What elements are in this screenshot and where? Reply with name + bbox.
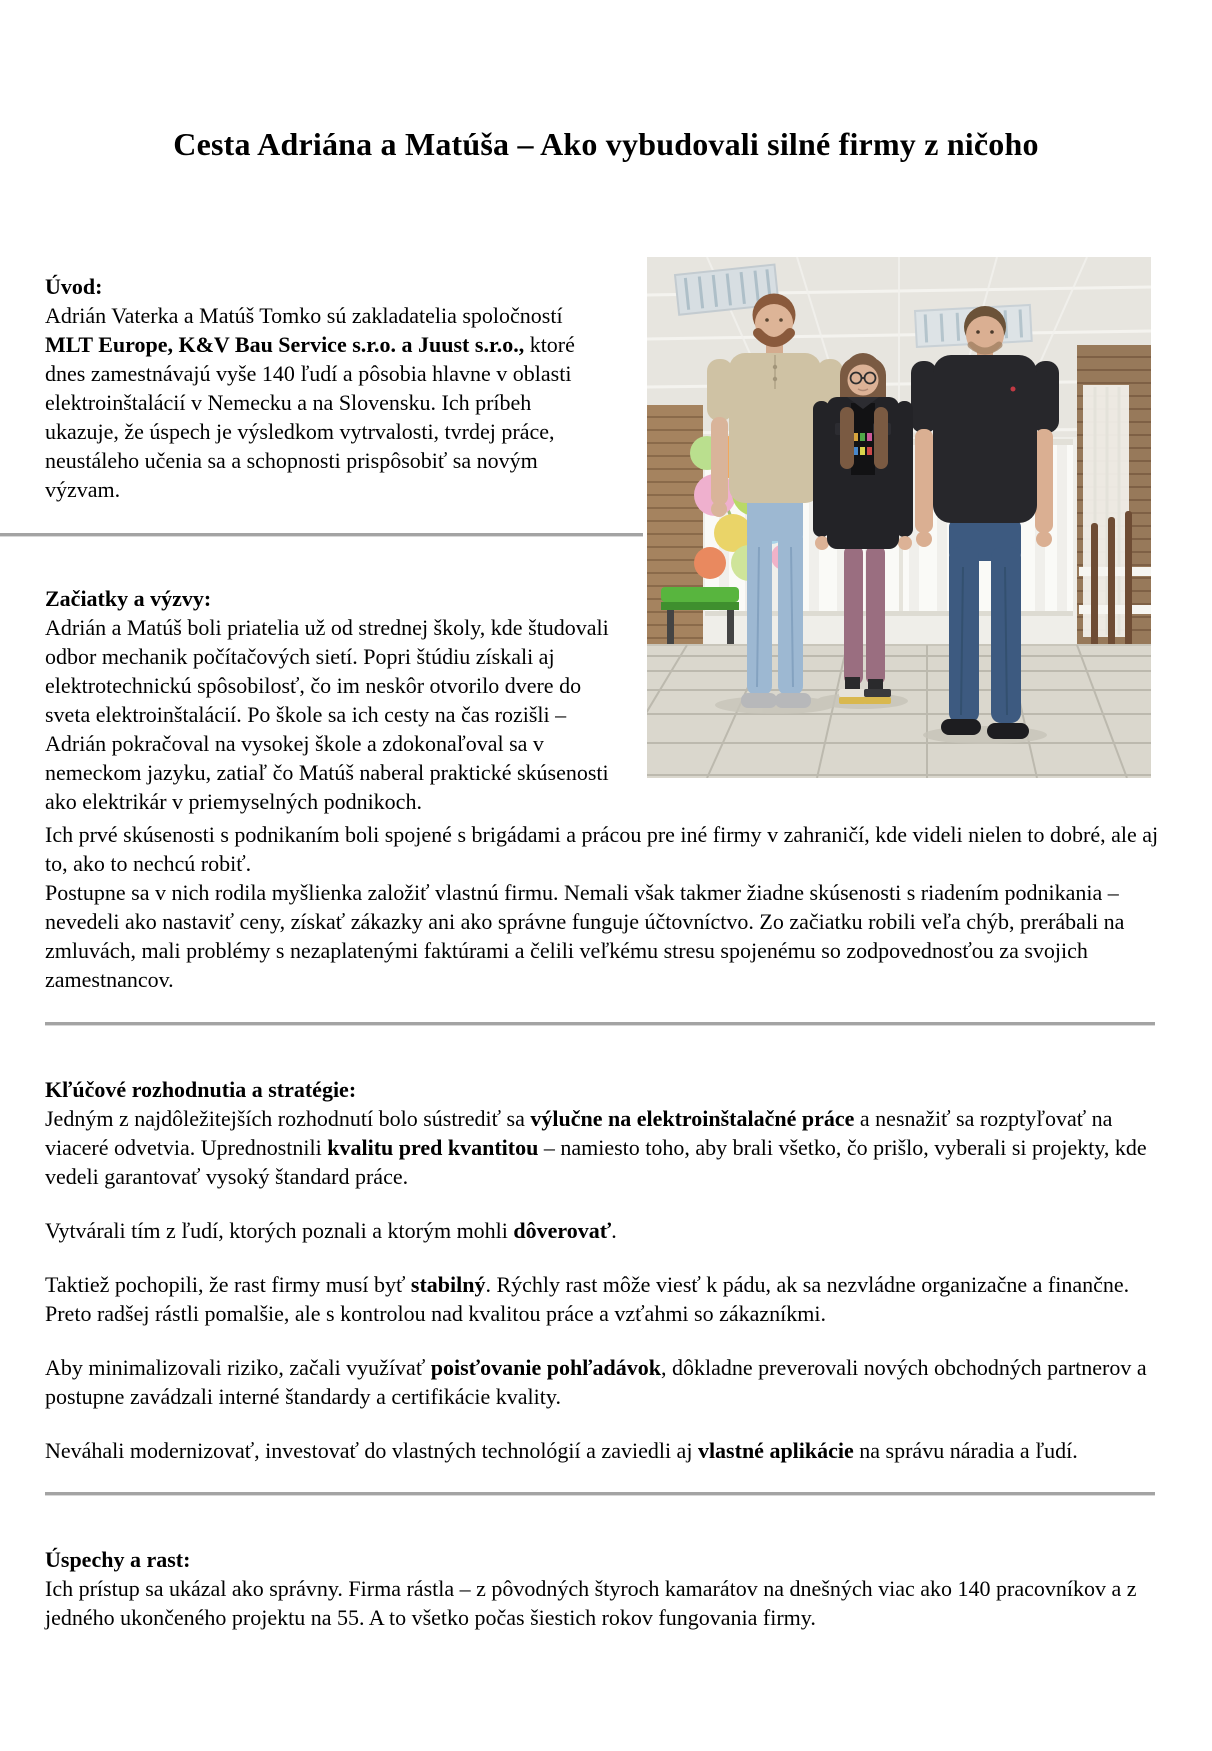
section-uspechy-a-rast xyxy=(45,1545,1167,1632)
paragraph-klucove-4: Aby minimalizovali riziko, začali využívať poisťovanie pohľadávok, dôkladne preverovali nových obchodných partnerov a postupne zavádzali interné štandardy a certifikácie kvality. xyxy=(45,1355,1147,1409)
paragraph-klucove-1: Jedným z najdôležitejších rozhodnutí bolo sústrediť sa výlučne na elektroinštalačné práce a nesnažiť sa rozptyľovať na viaceré odvetvia. Uprednostnili kvalitu pred kvantitou – namiesto toho, aby brali všetko, čo prišlo, vyberali si projekty, kde vedeli garantovať vysoký štandard práce. xyxy=(45,1106,1147,1189)
paragraph-skusenosti-1: Ich prvé skúsenosti s podnikaním boli spojené s brigádami a prácou pre iné firmy v zahraničí, kde videli nielen to dobré, ale aj to, ako to nechcú robiť. xyxy=(45,822,1159,876)
founders-photo-illustration xyxy=(647,257,1151,778)
floor xyxy=(647,645,1151,778)
paragraph-zaciatky: Adrián a Matúš boli priatelia už od strednej školy, kde študovali odbor mechanik počítačových sietí. Popri štúdiu získali aj elektrotechnickú spôsobilosť, čo im neskôr otvorilo dvere do sveta elektroinštalácií. Po škole sa ich cesty na čas rozišli – Adrián pokračoval na vysokej škole a zdokonaľoval sa v nemeckom jazyku, zatiaľ čo Matúš naberal praktické skúsenosti ako elektrikár v priemyselných podnikoch. xyxy=(45,615,609,814)
paragraph-uspechy: Ich prístup sa ukázal ako správny. Firma rástla – z pôvodných štyroch kamarátov na dnešných viac ako 140 pracovníkov a z jedného ukončeného projektu na 55. A to všetko počas šiestich rokov fungovania firmy. xyxy=(45,1576,1137,1630)
paragraph-klucove-3: Taktiež pochopili, že rast firmy musí byť stabilný. Rýchly rast môže viesť k pádu, ak sa nezvládne organizačne a finančne. Preto radšej rástli pomalšie, ale s kontrolou nad kvalitou práce a vzťahmi so zákazníkmi. xyxy=(45,1272,1130,1326)
heading-uvod: Úvod: xyxy=(45,274,103,299)
founders-photo xyxy=(647,257,1151,778)
section-zaciatky xyxy=(45,584,615,816)
horizontal-rule xyxy=(45,1022,1155,1026)
heading-zaciatky: Začiatky a výzvy: xyxy=(45,586,212,611)
page-title: Cesta Adriána a Matúša – Ako vybudovali silné firmy z ničoho xyxy=(173,126,1039,162)
heading-uspechy: Úspechy a rast: xyxy=(45,1547,191,1572)
section-uvod xyxy=(45,272,607,504)
horizontal-rule xyxy=(45,1492,1155,1496)
paragraph-skusenosti-2: Postupne sa v nich rodila myšlienka založiť vlastnú firmu. Nemali však takmer žiadne skúsenosti s riadením podnikania – nevedeli ako nastaviť ceny, získať zákazky ani ako správne funguje účtovníctvo. Zo začiatku robili veľa chýb, prerábali na zmluvách, mali problémy s nezaplatenými faktúrami a čelili veľkému stresu spojenému so zodpovednosťou za svojich zamestnancov. xyxy=(45,880,1125,992)
section-prve-skusenosti xyxy=(45,820,1165,994)
paragraph-klucove-5: Neváhali modernizovať, investovať do vlastných technológií a zaviedli aj vlastné aplikácie na správu náradia a ľudí. xyxy=(45,1438,1078,1463)
horizontal-rule xyxy=(0,533,643,537)
heading-klucove: Kľúčové rozhodnutia a stratégie: xyxy=(45,1077,357,1102)
paragraph-uvod: Adrián Vaterka a Matúš Tomko sú zakladatelia spoločností MLT Europe, K&V Bau Service s.r.o. a Juust s.r.o., ktoré dnes zamestnávajú vyše 140 ľudí a pôsobia hlavne v oblasti elektroinštalácií v Nemecku a na Slovensku. Ich príbeh ukazuje, že úspech je výsledkom vytrvalosti, tvrdej práce, neustáleho učenia sa a schopnosti prispôsobiť sa novým výzvam. xyxy=(45,303,575,502)
brick-pillar-left xyxy=(647,405,703,647)
paragraph-klucove-2: Vytvárali tím z ľudí, ktorých poznali a ktorým mohli dôverovať. xyxy=(45,1218,617,1243)
section-klucove-rozhodnutia xyxy=(45,1075,1167,1465)
